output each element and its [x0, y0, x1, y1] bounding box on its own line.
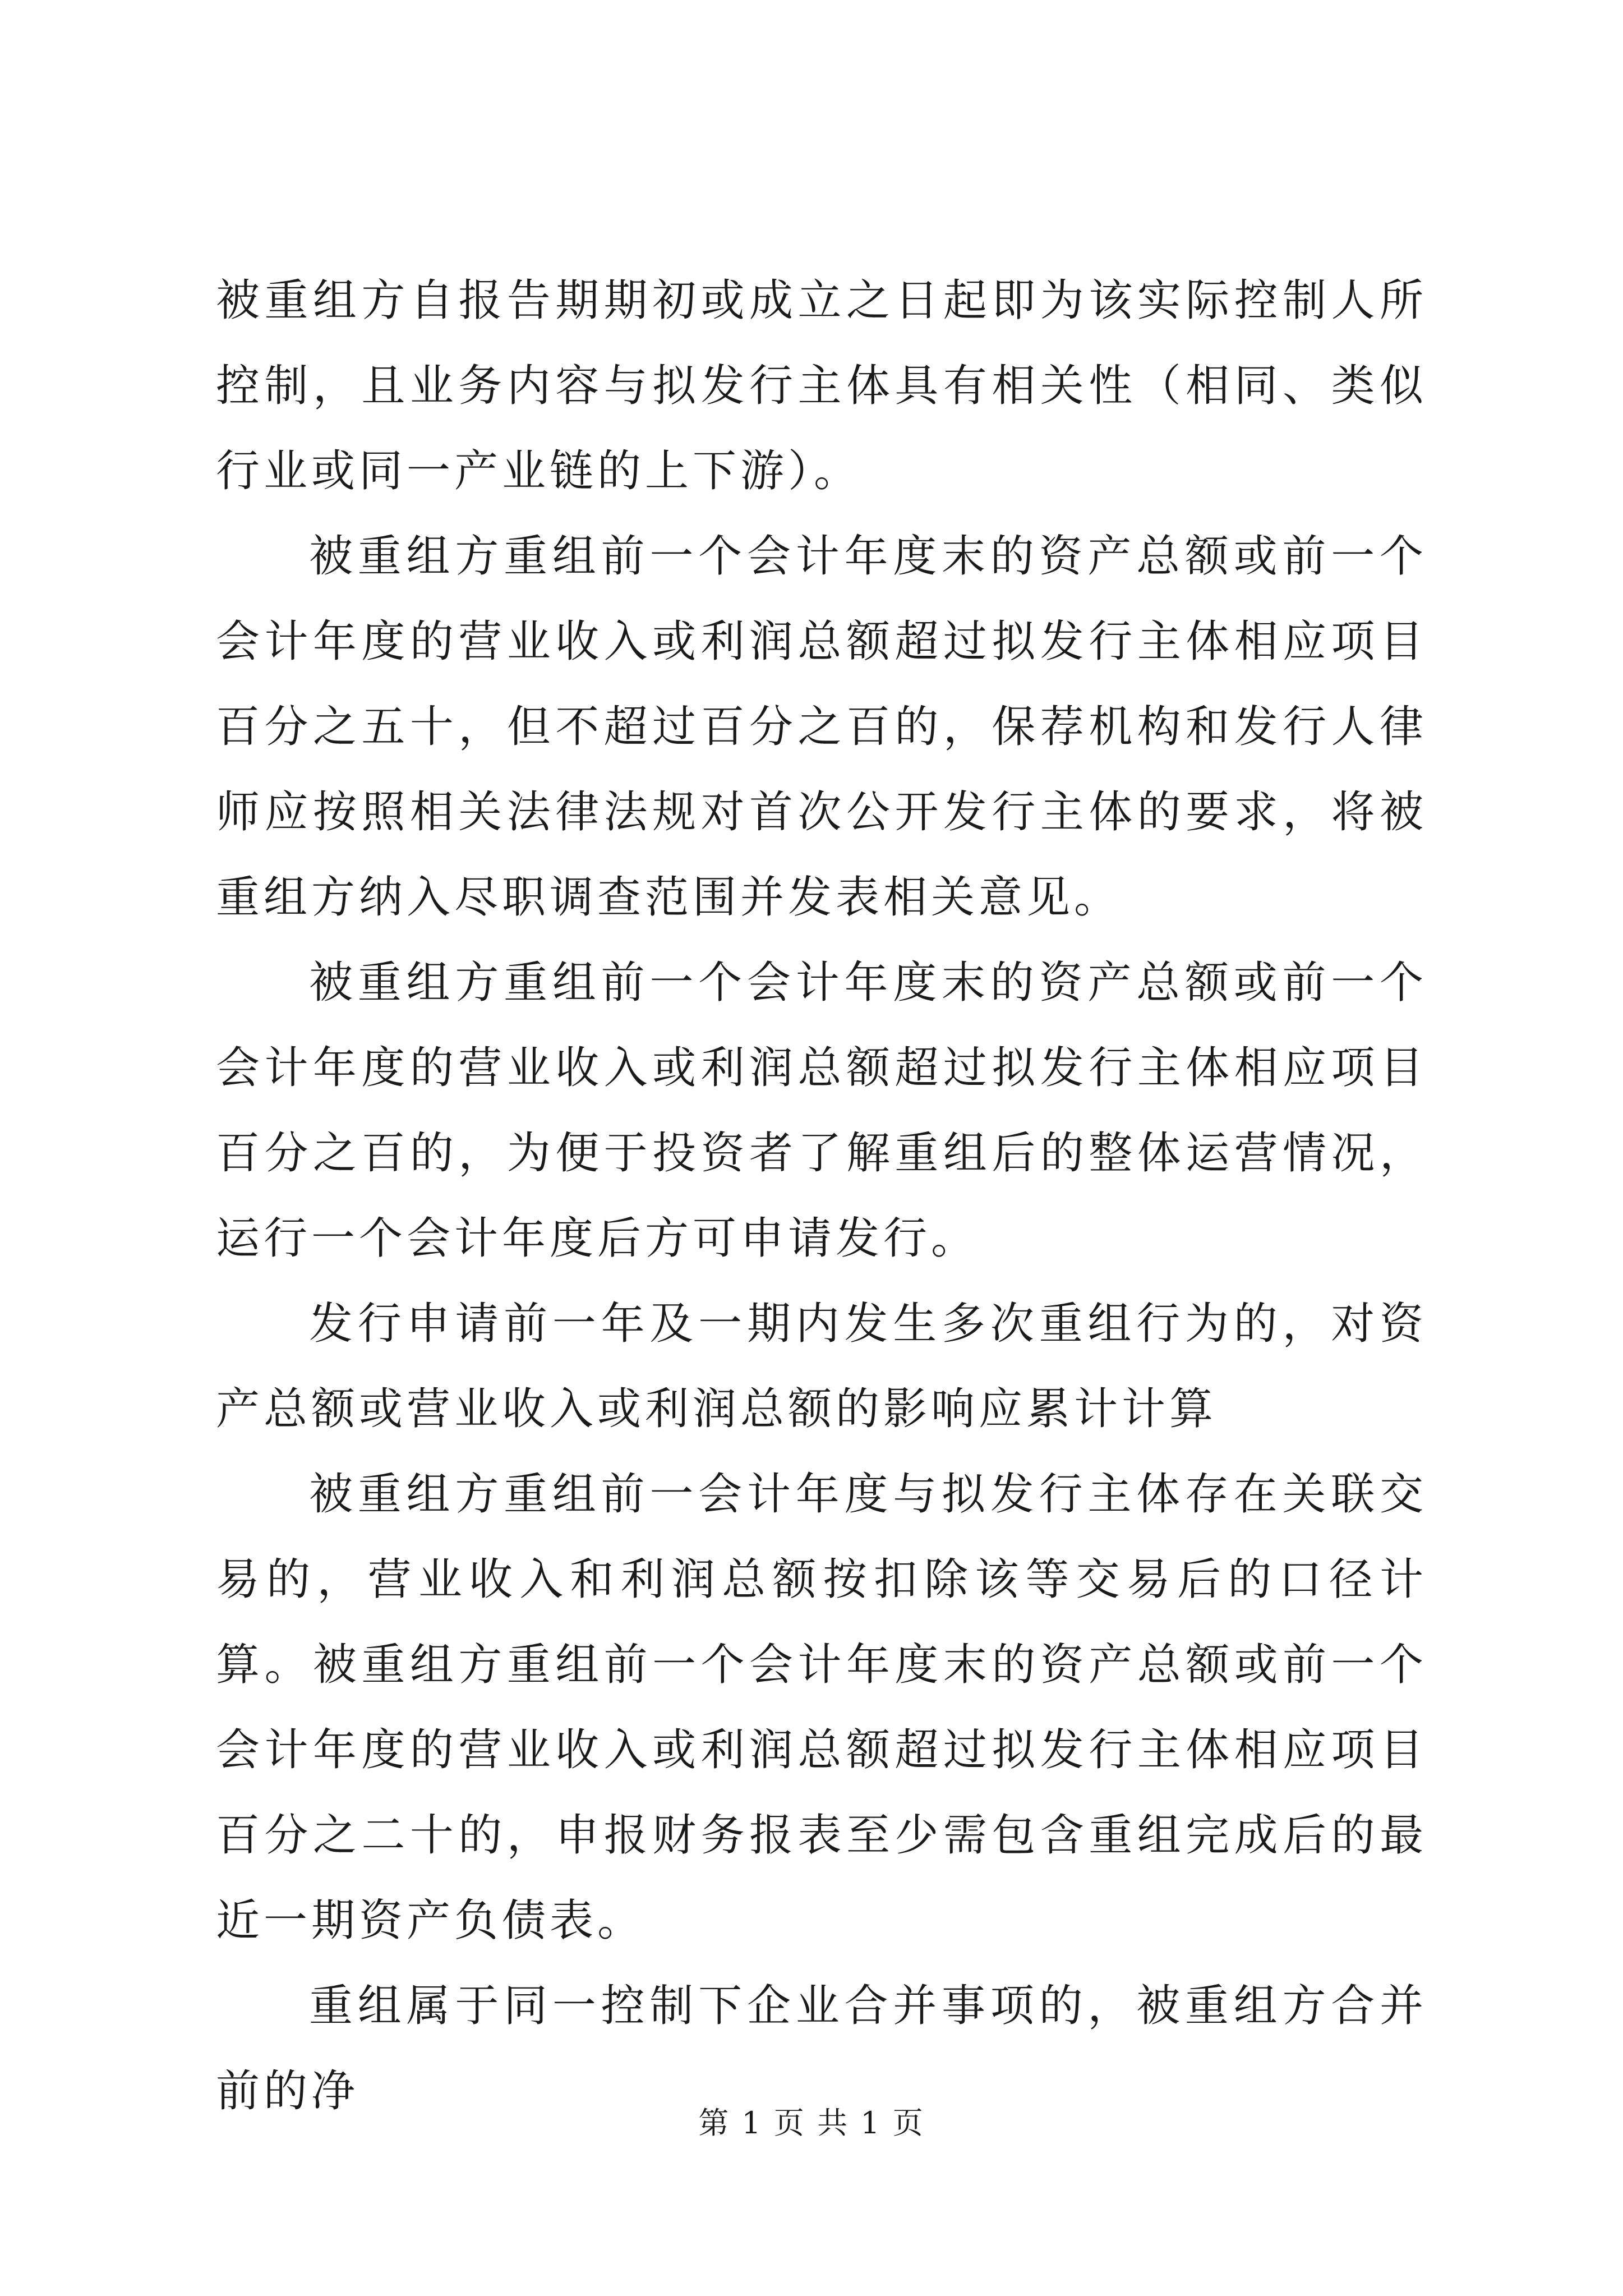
- document-body: [216, 258, 1427, 2134]
- page-footer: 第 1 页 共 1 页: [698, 2105, 925, 2141]
- paragraph-5: 被重组方重组前一会计年度与拟发行主体存在关联交易的，营业收入和利润总额按扣除该等交易后的口径计算。被重组方重组前一个会计年度末的资产总额或前一个会计年度的营业收入或利润总额超过拟发行主体相应项目百分之二十的，申报财务报表至少需包含重组完成后的最近一期资产负债表。: [216, 1469, 1427, 1946]
- paragraph-2: 被重组方重组前一个会计年度末的资产总额或前一个会计年度的营业收入或利润总额超过拟发行主体相应项目百分之五十，但不超过百分之百的，保荐机构和发行人律师应按照相关法律法规对首次公开发行主体的要求，将被重组方纳入尽职调查范围并发表相关意见。: [216, 531, 1427, 923]
- paragraph-1: 被重组方自报告期期初或成立之日起即为该实际控制人所控制，且业务内容与拟发行主体具有相关性（相同、类似行业或同一产业链的上下游）。: [216, 275, 1427, 496]
- paragraph-3: 被重组方重组前一个会计年度末的资产总额或前一个会计年度的营业收入或利润总额超过拟发行主体相应项目百分之百的，为便于投资者了解重组后的整体运营情况，运行一个会计年度后方可申请发行。: [216, 958, 1427, 1264]
- paragraph-6: 重组属于同一控制下企业合并事项的，被重组方合并前的净: [216, 1981, 1427, 2116]
- paragraph-4: 发行申请前一年及一期内发生多次重组行为的，对资产总额或营业收入或利润总额的影响应累计计算: [216, 1299, 1427, 1434]
